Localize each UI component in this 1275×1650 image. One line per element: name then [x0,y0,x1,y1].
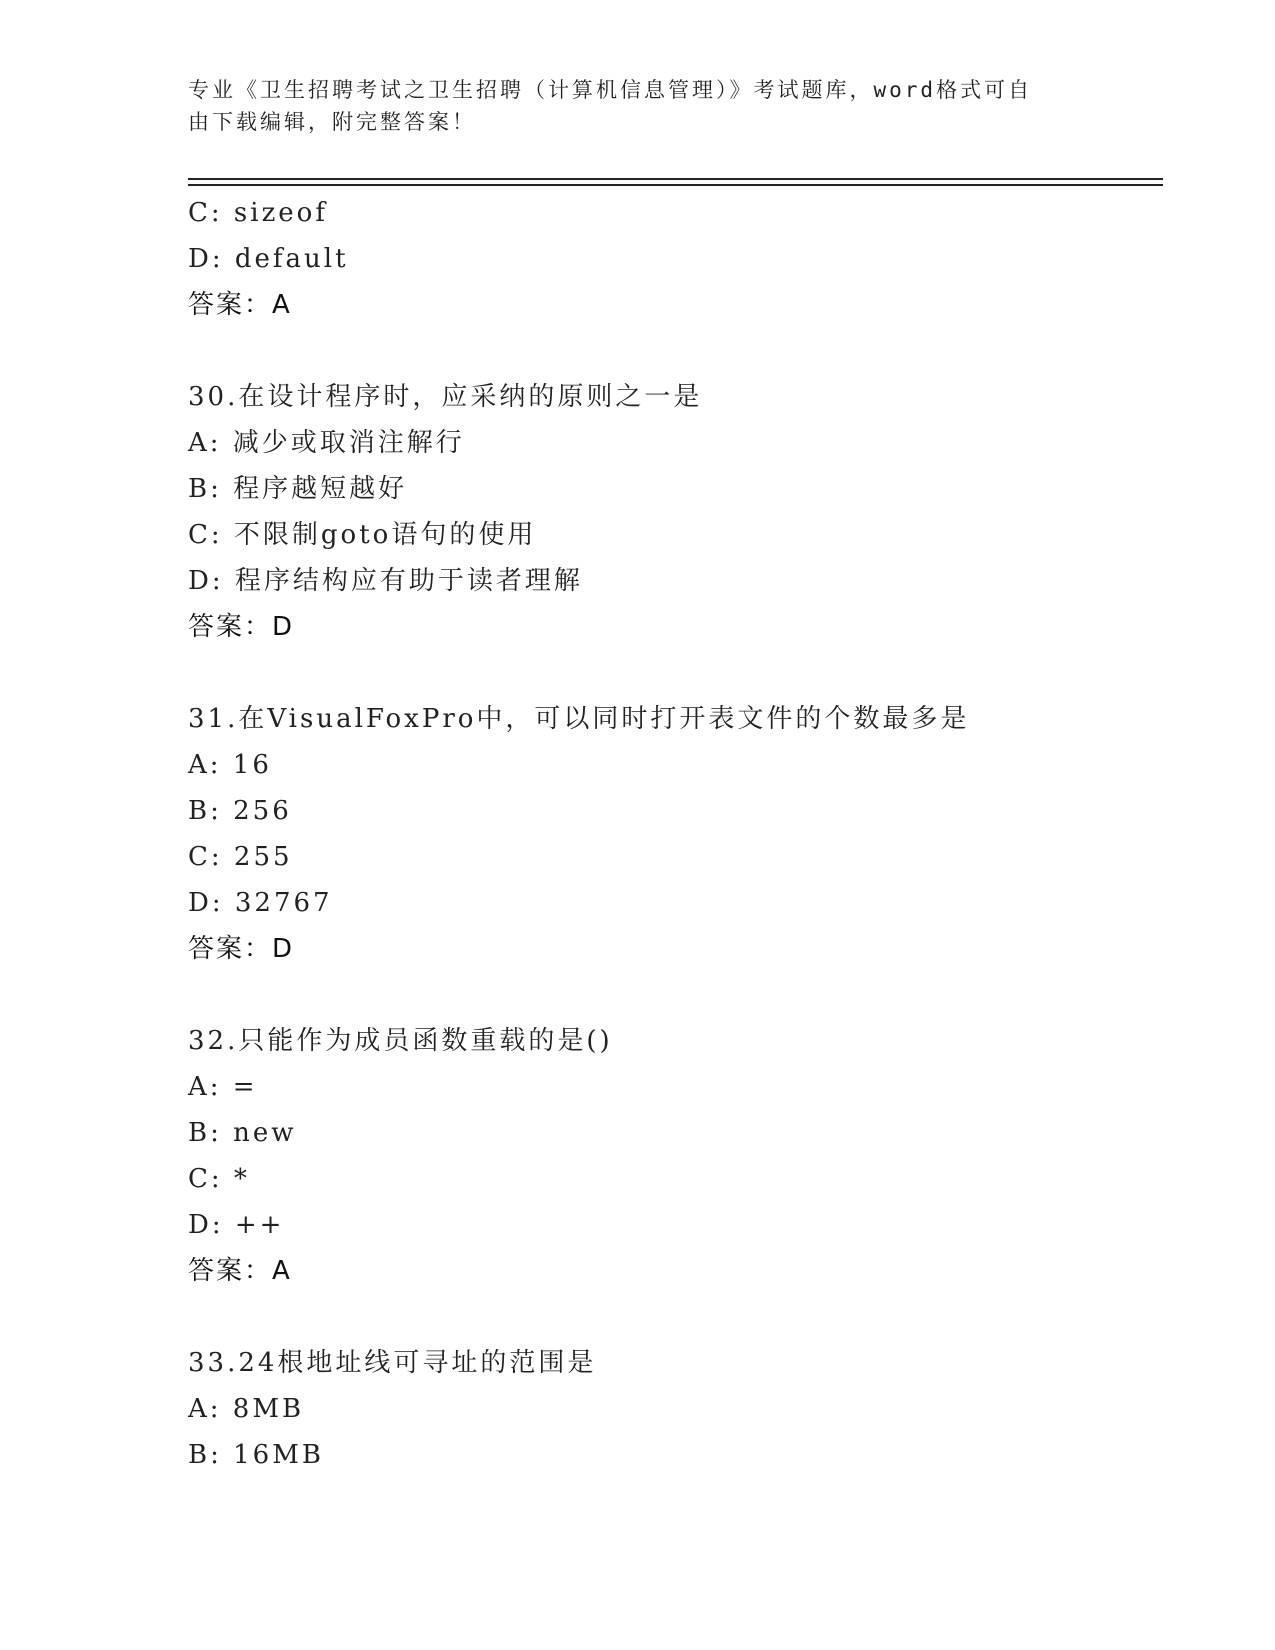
option-a: A: 8MB [188,1394,305,1424]
option-a: A: 16 [188,750,272,780]
question-30 [188,374,1148,650]
header-divider-bottom [188,184,1163,186]
question-29-continued [188,190,1148,328]
answer-line: 答案：A [188,1256,292,1286]
question-33 [188,1340,1148,1478]
header-divider-top [188,178,1163,180]
option-d: D: 程序结构应有助于读者理解 [188,566,583,596]
option-b: B: 程序越短越好 [188,474,408,504]
answer-line: 答案：A [188,290,292,320]
header-line-1: 专业《卫生招聘考试之卫生招聘（计算机信息管理）》考试题库，word格式可自 [188,78,1033,102]
question-32 [188,1018,1148,1294]
question-title: 30.在设计程序时，应采纳的原则之一是 [188,382,703,412]
question-title: 31.在VisualFoxPro中，可以同时打开表文件的个数最多是 [188,704,970,734]
answer-line: 答案：D [188,612,295,642]
answer-line: 答案：D [188,934,295,964]
document-header [188,74,1068,138]
spacer [188,328,1148,374]
question-title: 32.只能作为成员函数重载的是() [188,1026,613,1056]
option-b: B: 16MB [188,1440,324,1470]
option-a: A: 减少或取消注解行 [188,428,465,458]
header-line-2: 由下载编辑，附完整答案！ [188,110,476,134]
spacer [188,650,1148,696]
option-c: C: 不限制goto语句的使用 [188,520,537,550]
option-c: C: sizeof [188,198,328,228]
spacer [188,1294,1148,1340]
question-list [188,190,1148,1478]
option-d: D: 32767 [188,888,333,918]
option-a: A: = [188,1072,258,1102]
spacer [188,972,1148,1018]
question-31 [188,696,1148,972]
option-d: D: ++ [188,1210,285,1240]
option-b: B: new [188,1118,297,1148]
option-d: D: default [188,244,349,274]
question-title: 33.24根地址线可寻址的范围是 [188,1348,597,1378]
option-b: B: 256 [188,796,292,826]
option-c: C: 255 [188,842,293,872]
option-c: C: * [188,1164,250,1194]
